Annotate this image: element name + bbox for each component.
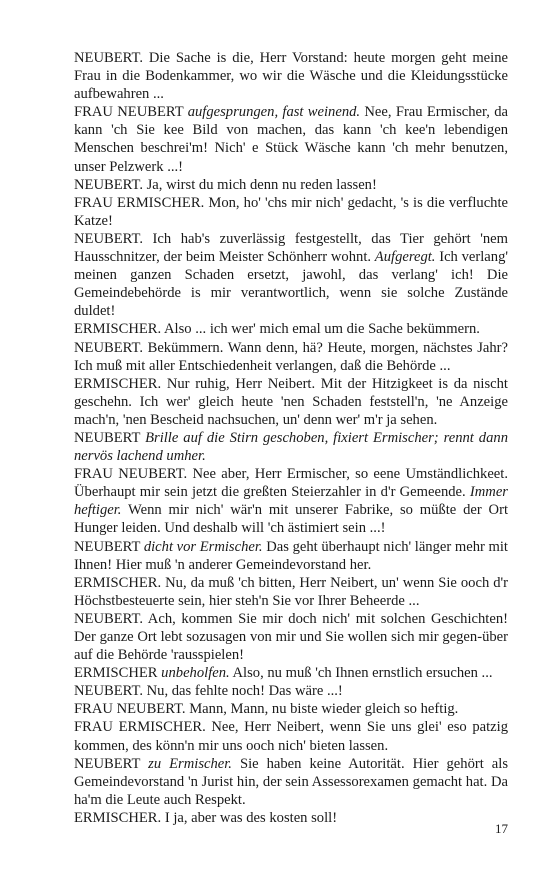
page-number: 17	[495, 821, 508, 836]
dialogue-text: ERMISCHER. Nu, da muß 'ch bitten, Herr Neibert, un' wenn Sie ooch d'r Höchstbesteuerte sein, hier steh'n Sie vor Ihrer Beheerde ...	[74, 574, 508, 609]
dialogue-paragraph	[74, 809, 508, 827]
dialogue-text: Wenn mir nich' wär'n mit unserer Fabrike, so müßte der Ort Hunger leiden. Und deshalb will 'ch ästimiert sein ...!	[74, 502, 508, 537]
dialogue-text: ERMISCHER. I ja, aber was des kosten soll!	[74, 809, 338, 826]
dialogue-paragraph	[74, 574, 508, 610]
dialogue-text: FRAU ERMISCHER. Nee, Herr Neibert, wenn Sie uns glei' eso patzig kommen, des könn'n mir uns ooch nich' bieten lassen.	[74, 719, 508, 754]
stage-direction: Brille auf die Stirn geschoben, fixiert Ermischer; rennt dann nervös lachend umher.	[74, 429, 508, 465]
dialogue-text: Das geht überhaupt nich' länger mehr mit Ihnen! Hier muß 'n anderer Gemeindevorstand her.	[74, 538, 508, 573]
dialogue-paragraph	[74, 755, 508, 809]
dialogue-text: NEUBERT. Die Sache is die, Herr Vorstand: heute morgen geht meine Frau in die Bodenkammer, wo wir die Wäsche und die Kleidungsstücke aufbewahren ...	[74, 50, 508, 103]
dialogue-text: NEUBERT	[74, 755, 149, 772]
dialogue-text: Also, nu muß 'ch Ihnen ernstlich ersuchen ...	[229, 665, 493, 682]
dialogue-paragraph	[74, 49, 508, 103]
dialogue-paragraph	[74, 103, 508, 175]
dialogue-paragraph	[74, 465, 508, 537]
dialogue-text: FRAU NEUBERT	[74, 104, 188, 121]
stage-direction: Aufgeregt.	[374, 249, 436, 266]
dialogue-text: ERMISCHER	[74, 665, 162, 682]
stage-direction: aufgesprungen, fast weinend.	[187, 104, 361, 121]
dialogue-paragraph	[74, 339, 508, 375]
dialogue-text: NEUBERT. Bekümmern. Wann denn, hä? Heute, morgen, nächstes Jahr? Ich muß mit aller Entschiedenheit verlangen, daß die Behörde ...	[74, 339, 508, 374]
dialogue-text: ERMISCHER. Nur ruhig, Herr Neibert. Mit der Hitzigkeet is da nischt geschehn. Ich wer' gleich heute 'nen Schaden feststell'n, 'ne Anzeige mach'n, 'nen Bescheid nachsuchen, un' denn wer' m'r ja sehen.	[74, 375, 508, 428]
dialogue-text: Sie haben keine Autorität. Hier gehört als Gemeindevorstand 'n Jurist hin, der sein Assessorexamen gemacht hat. Da ha'm die Leute auch Respekt.	[74, 755, 509, 808]
dialogue-text: FRAU NEUBERT. Nee aber, Herr Ermischer, so eene Umständlichkeet. Überhaupt mir sein jetzt die greßten Steierzahler in d'r Gemeende.	[74, 466, 508, 501]
dialogue-text: NEUBERT	[74, 429, 146, 446]
dialogue-paragraph	[74, 176, 508, 194]
dialogue-text: Ich verlang' meinen ganzen Schaden ersetzt, jawohl, das verlang' ich! Die Gemeindebehörde is mir verantwortlich, wenn sie solche Zustände duldet!	[74, 249, 508, 320]
dialogue-paragraph	[74, 610, 508, 664]
dialogue-text: NEUBERT	[74, 538, 144, 555]
dialogue-text: FRAU NEUBERT. Mann, Mann, nu biste wieder gleich so heftig.	[74, 701, 459, 718]
dialogue-paragraph	[74, 682, 508, 700]
dialogue-text: NEUBERT. Ich hab's zuverlässig festgestellt, das Tier gehört 'nem Hausschnitzer, der beim Meister Schönherr wohnt.	[74, 230, 508, 266]
dialogue-paragraph	[74, 375, 508, 429]
page-text	[74, 49, 508, 827]
stage-direction: dicht vor Ermischer.	[143, 538, 263, 555]
stage-direction: zu Ermischer.	[148, 755, 232, 772]
dialogue-paragraph	[74, 538, 508, 574]
dialogue-paragraph	[74, 718, 508, 754]
dialogue-text: ERMISCHER. Also ... ich wer' mich emal um die Sache bekümmern.	[74, 321, 480, 338]
stage-direction: unbeholfen.	[161, 665, 230, 682]
dialogue-paragraph	[74, 230, 508, 320]
dialogue-paragraph	[74, 320, 508, 338]
dialogue-paragraph	[74, 194, 508, 230]
dialogue-text: Nee, Frau Ermischer, da kann 'ch Sie kee Bild von machen, das kann 'ch kee'n lebendigen Menschen beschrei'm! Nich' e Stück Wäsche kann 'ch mehr benutzen, unser Pelzwerk ...!	[74, 104, 509, 175]
dialogue-text: NEUBERT. Nu, das fehlte noch! Das wäre ...!	[74, 683, 343, 700]
dialogue-paragraph	[74, 429, 508, 465]
dialogue-text: FRAU ERMISCHER. Mon, ho' 'chs mir nich' gedacht, 's is die verfluchte Katze!	[74, 194, 508, 229]
dialogue-text: NEUBERT. Ach, kommen Sie mir doch nich' mit solchen Geschichten! Der ganze Ort lebt sozusagen von mir und Sie wollen sich mir gegen-über auf die Behörde 'rausspielen!	[74, 610, 508, 664]
dialogue-text: NEUBERT. Ja, wirst du mich denn nu reden lassen!	[74, 176, 377, 193]
dialogue-paragraph	[74, 664, 508, 682]
dialogue-paragraph	[74, 700, 508, 718]
stage-direction: Immer heftiger.	[74, 484, 508, 519]
